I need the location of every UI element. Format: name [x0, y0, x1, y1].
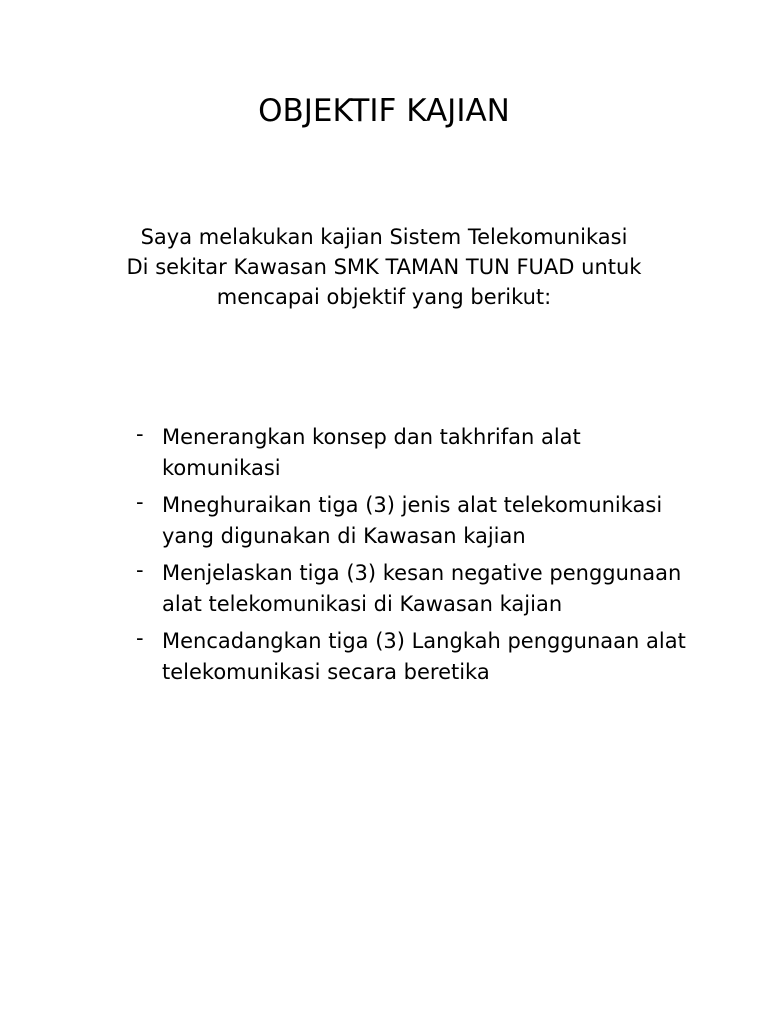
objective-item: [136, 490, 736, 552]
objective-item: [136, 558, 736, 620]
intro-line: mencapai objektif yang berikut:: [216, 285, 552, 309]
dash-bullet: -: [136, 490, 144, 514]
dash-bullet: -: [136, 558, 144, 582]
objective-line: yang digunakan di Kawasan kajian: [162, 524, 526, 548]
objective-line: Mneghuraikan tiga (3) jenis alat telekomunikasi: [162, 493, 663, 517]
objective-line: Mencadangkan tiga (3) Langkah penggunaan alat: [162, 629, 686, 653]
page-title: OBJEKTIF KAJIAN: [258, 93, 510, 129]
objective-text: [162, 425, 581, 480]
dash-bullet: -: [136, 422, 144, 446]
objective-line: telekomunikasi secara beretika: [162, 660, 490, 684]
objective-line: Menjelaskan tiga (3) kesan negative penggunaan: [162, 561, 682, 585]
dash-bullet: -: [136, 626, 144, 650]
objectives-list: [136, 422, 736, 694]
objective-text: [162, 493, 662, 548]
intro-line: Di sekitar Kawasan SMK TAMAN TUN FUAD untuk: [126, 255, 642, 279]
objective-text: [162, 629, 686, 684]
objective-item: [136, 422, 736, 484]
objective-line: komunikasi: [162, 456, 281, 480]
objective-line: alat telekomunikasi di Kawasan kajian: [162, 592, 563, 616]
objective-text: [162, 561, 681, 616]
objective-line: Menerangkan konsep dan takhrifan alat: [162, 425, 581, 449]
intro-paragraph: [0, 222, 768, 312]
objective-item: [136, 626, 736, 688]
intro-line: Saya melakukan kajian Sistem Telekomunikasi: [140, 225, 628, 249]
